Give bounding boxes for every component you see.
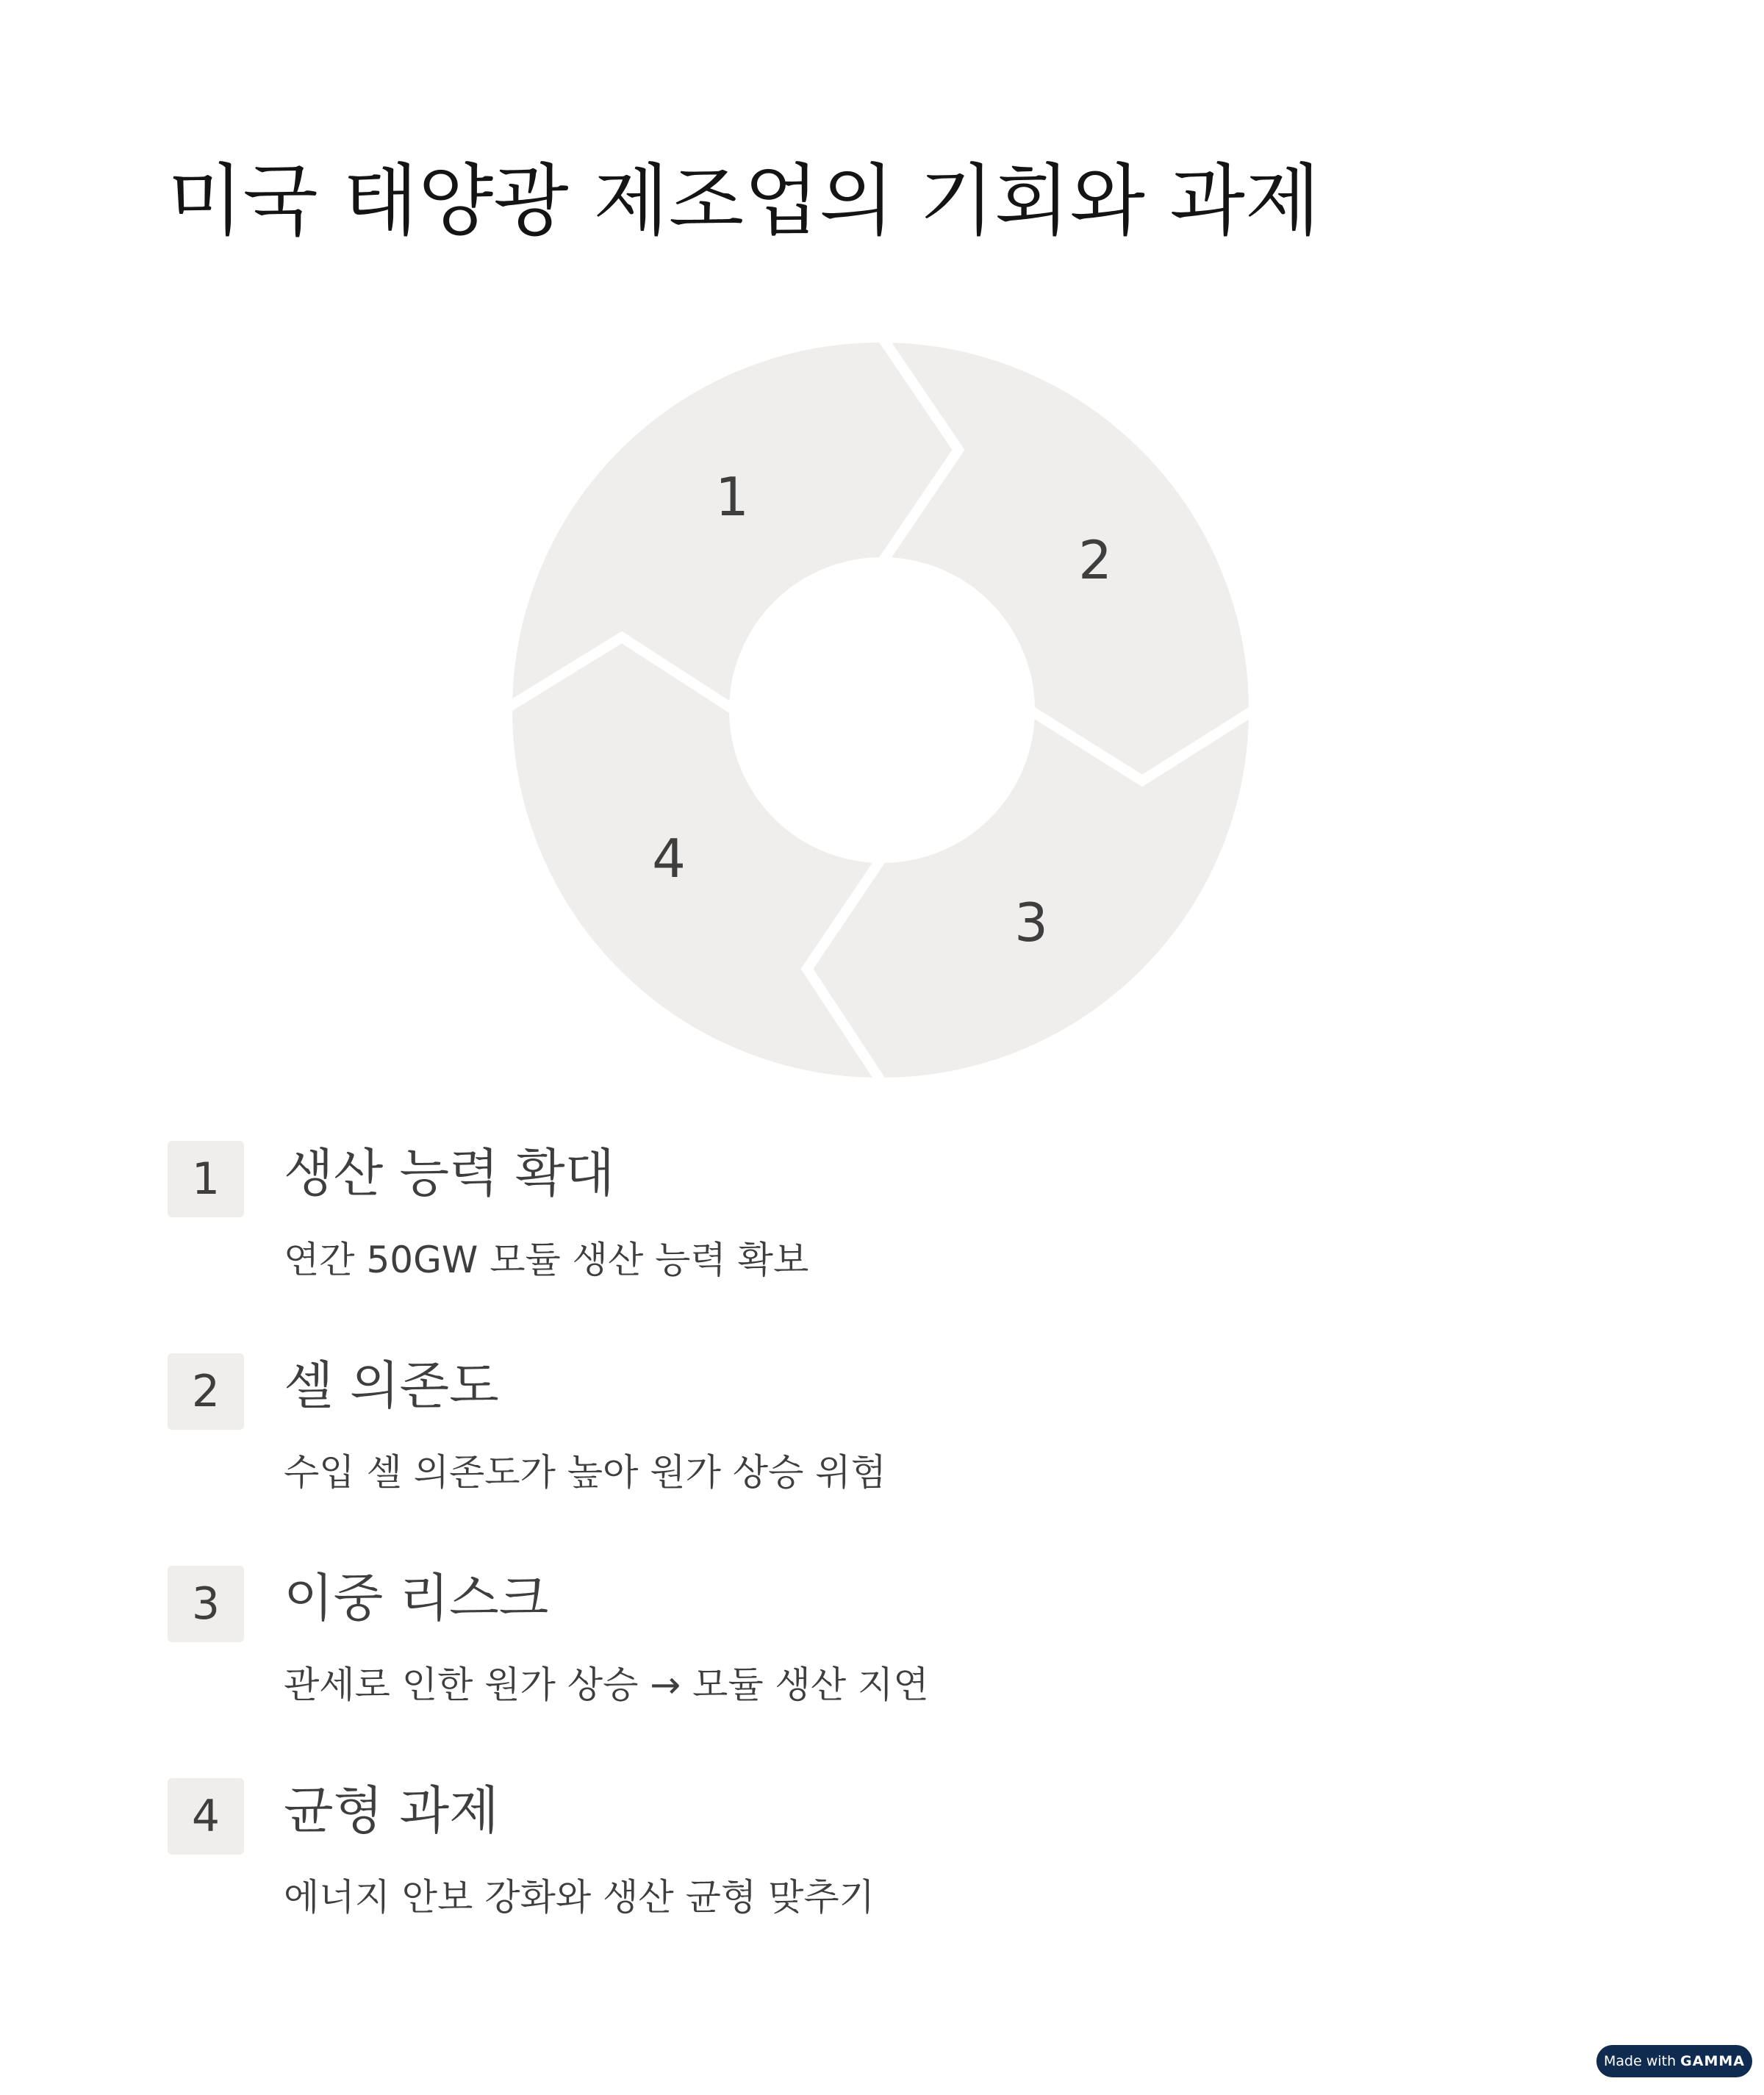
page-title: 미국 태양광 제조업의 기회와 과제 — [168, 156, 1321, 246]
item-description: 연간 50GW 모듈 생산 능력 확보 — [284, 1239, 809, 1281]
cycle-label-3: 3 — [1014, 892, 1048, 953]
cycle-label-1: 1 — [715, 466, 749, 528]
cycle-segment-2 — [882, 337, 1254, 781]
cycle-label-2: 2 — [1078, 529, 1112, 591]
gamma-logo-text: GAMMA — [1680, 2053, 1745, 2069]
item-description: 관세로 인한 원가 상승 → 모듈 생산 지연 — [284, 1664, 929, 1706]
list-item-1 — [168, 1141, 1564, 1332]
item-number-badge: 2 — [168, 1353, 244, 1430]
item-title: 셀 의존도 — [284, 1356, 499, 1416]
item-number-badge: 3 — [168, 1566, 244, 1642]
item-title: 생산 능력 확대 — [284, 1143, 615, 1203]
item-title: 균형 과제 — [284, 1780, 499, 1841]
list-item-2 — [168, 1353, 1564, 1544]
badge-prefix: Made with — [1604, 2053, 1677, 2069]
made-with-gamma-badge[interactable] — [1596, 2045, 1752, 2077]
list-item-4 — [168, 1778, 1564, 1969]
item-description: 에너지 안보 강화와 생산 균형 맞추기 — [284, 1876, 875, 1919]
item-number-badge: 4 — [168, 1778, 244, 1855]
cycle-segment-4 — [507, 637, 882, 1083]
item-number-badge: 1 — [168, 1141, 244, 1217]
item-title: 이중 리스크 — [284, 1568, 549, 1628]
item-description: 수입 셀 의존도가 높아 원가 상승 위험 — [284, 1451, 886, 1494]
list-item-3 — [168, 1566, 1564, 1757]
cycle-label-4: 4 — [652, 828, 686, 889]
